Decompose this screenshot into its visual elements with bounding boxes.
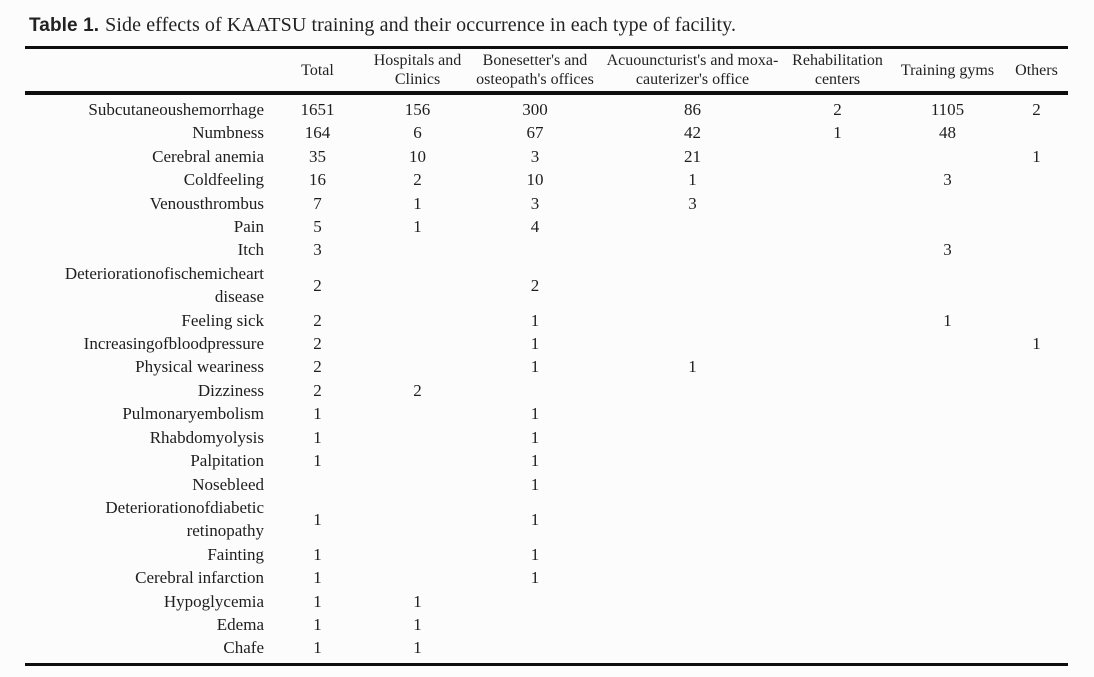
cell bbox=[890, 402, 1005, 425]
cell: 1 bbox=[413, 614, 422, 634]
table-row bbox=[25, 121, 1068, 144]
cell: 2 bbox=[313, 334, 322, 354]
cell: 2 bbox=[313, 380, 322, 400]
cell bbox=[785, 426, 890, 449]
cell bbox=[600, 473, 785, 496]
cell: 1 bbox=[313, 614, 322, 634]
cell bbox=[470, 590, 600, 613]
table-row bbox=[25, 192, 1068, 215]
cell bbox=[890, 636, 1005, 664]
row-label: Itch bbox=[237, 240, 264, 260]
cell bbox=[890, 496, 1005, 543]
cell bbox=[890, 566, 1005, 589]
cell: 1 bbox=[530, 451, 540, 471]
row-label: Deteriorationofdiabetic retinopathy bbox=[105, 497, 264, 541]
cell: 10 bbox=[409, 146, 426, 166]
table-caption-text: Side effects of KAATSU training and their occurrence in each type of facility. bbox=[105, 14, 737, 36]
column-header: Acuouncturist's and moxa-cauterizer's office bbox=[600, 48, 785, 94]
cell: 1 bbox=[530, 474, 540, 494]
cell bbox=[890, 215, 1005, 238]
cell bbox=[785, 636, 890, 664]
cell: 2 bbox=[413, 170, 422, 190]
cell: 2 bbox=[833, 100, 842, 119]
cell bbox=[890, 426, 1005, 449]
cell bbox=[600, 379, 785, 402]
cell bbox=[785, 379, 890, 402]
cell: 6 bbox=[413, 123, 422, 143]
cell bbox=[1005, 590, 1068, 613]
cell: 300 bbox=[522, 100, 548, 119]
cell bbox=[600, 496, 785, 543]
cell: 3 bbox=[943, 170, 952, 190]
cell bbox=[785, 613, 890, 636]
cell: 21 bbox=[684, 146, 701, 166]
column-header-side-effect bbox=[25, 48, 270, 94]
table-row bbox=[25, 402, 1068, 425]
cell bbox=[785, 145, 890, 168]
cell: 42 bbox=[684, 123, 701, 143]
cell: 1 bbox=[530, 334, 540, 354]
cell bbox=[890, 262, 1005, 309]
table-row bbox=[25, 262, 1068, 309]
cell: 1 bbox=[313, 591, 322, 611]
side-effects-table bbox=[25, 46, 1068, 666]
cell: 48 bbox=[939, 123, 956, 143]
cell bbox=[365, 355, 470, 378]
table-row bbox=[25, 473, 1068, 496]
cell bbox=[365, 543, 470, 566]
table-caption-label: Table 1. bbox=[29, 15, 100, 36]
cell bbox=[1005, 449, 1068, 472]
table-row bbox=[25, 449, 1068, 472]
cell: 1 bbox=[530, 357, 540, 377]
cell bbox=[890, 543, 1005, 566]
row-label: Chafe bbox=[223, 638, 264, 658]
cell: 1 bbox=[313, 544, 322, 564]
cell bbox=[600, 566, 785, 589]
cell: 1 bbox=[530, 568, 540, 588]
cell: 1 bbox=[530, 404, 540, 424]
cell: 1 bbox=[313, 404, 322, 424]
row-label: Hypoglycemia bbox=[163, 591, 264, 611]
cell: 4 bbox=[530, 217, 540, 237]
cell: 2 bbox=[313, 357, 322, 377]
cell: 1 bbox=[313, 638, 322, 658]
cell bbox=[890, 332, 1005, 355]
cell: 1 bbox=[313, 427, 322, 447]
column-header: Training gyms bbox=[890, 48, 1005, 94]
cell bbox=[365, 238, 470, 261]
cell: 3 bbox=[530, 193, 540, 213]
cell bbox=[365, 426, 470, 449]
cell bbox=[600, 636, 785, 664]
row-label: Subcutaneoushemorrhage bbox=[88, 100, 264, 119]
cell bbox=[600, 309, 785, 332]
cell: 16 bbox=[309, 170, 326, 190]
cell bbox=[890, 145, 1005, 168]
cell bbox=[1005, 309, 1068, 332]
cell bbox=[785, 402, 890, 425]
cell bbox=[785, 355, 890, 378]
cell bbox=[1005, 566, 1068, 589]
cell: 1 bbox=[313, 509, 322, 529]
row-label: Venousthrombus bbox=[149, 193, 264, 213]
row-label: Increasingofbloodpressure bbox=[83, 334, 264, 354]
table-row bbox=[25, 496, 1068, 543]
cell: 3 bbox=[313, 240, 322, 260]
cell bbox=[365, 332, 470, 355]
table-row bbox=[25, 355, 1068, 378]
table-row bbox=[25, 590, 1068, 613]
cell: 164 bbox=[304, 123, 331, 143]
cell bbox=[890, 379, 1005, 402]
cell: 1651 bbox=[300, 100, 335, 119]
row-label: Pain bbox=[233, 217, 264, 237]
cell bbox=[600, 543, 785, 566]
row-label: Pulmonaryembolism bbox=[122, 404, 264, 424]
cell: 67 bbox=[526, 123, 544, 143]
column-header: Total bbox=[270, 48, 365, 94]
table-row bbox=[25, 168, 1068, 191]
row-label: Physical weariness bbox=[135, 357, 264, 377]
cell: 2 bbox=[413, 380, 422, 400]
cell: 3 bbox=[943, 240, 952, 260]
cell bbox=[270, 473, 365, 496]
row-label: Cerebral infarction bbox=[135, 568, 264, 588]
cell: 3 bbox=[688, 193, 697, 213]
cell bbox=[785, 332, 890, 355]
cell bbox=[1005, 262, 1068, 309]
cell bbox=[890, 192, 1005, 215]
cell bbox=[470, 613, 600, 636]
cell: 86 bbox=[684, 100, 701, 119]
cell bbox=[1005, 379, 1068, 402]
cell bbox=[470, 379, 600, 402]
cell: 1 bbox=[943, 310, 952, 330]
cell: 1 bbox=[530, 509, 540, 529]
header-row bbox=[25, 48, 1068, 94]
cell bbox=[890, 473, 1005, 496]
table-row bbox=[25, 309, 1068, 332]
cell bbox=[785, 309, 890, 332]
cell bbox=[365, 566, 470, 589]
cell bbox=[470, 636, 600, 664]
row-label: Nosebleed bbox=[192, 474, 264, 494]
cell bbox=[365, 402, 470, 425]
row-label: Fainting bbox=[207, 544, 264, 564]
cell bbox=[785, 215, 890, 238]
table-row bbox=[25, 145, 1068, 168]
cell: 1 bbox=[688, 170, 697, 190]
cell bbox=[1005, 121, 1068, 144]
cell: 2 bbox=[1032, 100, 1041, 119]
row-label: Dizziness bbox=[197, 380, 264, 400]
cell: 7 bbox=[313, 193, 322, 213]
table-caption bbox=[29, 12, 1068, 39]
cell bbox=[1005, 192, 1068, 215]
cell bbox=[600, 449, 785, 472]
table-row bbox=[25, 93, 1068, 121]
cell: 1 bbox=[413, 193, 422, 213]
cell bbox=[1005, 613, 1068, 636]
cell: 156 bbox=[404, 100, 431, 119]
cell bbox=[1005, 473, 1068, 496]
cell: 1 bbox=[530, 427, 540, 447]
cell bbox=[785, 449, 890, 472]
table-row bbox=[25, 426, 1068, 449]
cell: 1 bbox=[313, 568, 322, 588]
cell bbox=[785, 168, 890, 191]
cell bbox=[365, 309, 470, 332]
row-label: Edema bbox=[216, 614, 264, 634]
cell bbox=[365, 449, 470, 472]
table-body bbox=[25, 93, 1068, 664]
cell bbox=[470, 238, 600, 261]
cell bbox=[785, 496, 890, 543]
cell: 3 bbox=[530, 146, 540, 166]
cell bbox=[1005, 355, 1068, 378]
cell: 2 bbox=[313, 275, 322, 295]
cell bbox=[1005, 168, 1068, 191]
cell bbox=[890, 590, 1005, 613]
cell bbox=[600, 402, 785, 425]
column-header: Hospitals and Clinics bbox=[365, 48, 470, 94]
cell bbox=[890, 613, 1005, 636]
cell: 10 bbox=[526, 170, 544, 190]
cell bbox=[785, 238, 890, 261]
table-row bbox=[25, 613, 1068, 636]
cell: 2 bbox=[530, 275, 540, 295]
table-row bbox=[25, 215, 1068, 238]
table-row bbox=[25, 543, 1068, 566]
cell bbox=[1005, 215, 1068, 238]
cell: 35 bbox=[309, 146, 326, 166]
cell: 1 bbox=[833, 123, 842, 143]
row-label: Feeling sick bbox=[181, 310, 264, 330]
cell bbox=[1005, 636, 1068, 664]
cell bbox=[365, 496, 470, 543]
column-header: Others bbox=[1005, 48, 1068, 94]
cell bbox=[785, 543, 890, 566]
cell bbox=[1005, 402, 1068, 425]
cell: 1105 bbox=[930, 100, 965, 119]
cell bbox=[785, 566, 890, 589]
cell: 1 bbox=[1032, 334, 1041, 354]
row-label: Numbness bbox=[192, 123, 264, 143]
column-header: Bonesetter's and osteopath's offices bbox=[470, 48, 600, 94]
cell bbox=[600, 215, 785, 238]
cell bbox=[600, 332, 785, 355]
table-row bbox=[25, 238, 1068, 261]
table-header bbox=[25, 48, 1068, 94]
row-label: Coldfeeling bbox=[183, 170, 264, 190]
table-row bbox=[25, 379, 1068, 402]
cell bbox=[1005, 496, 1068, 543]
cell bbox=[600, 238, 785, 261]
table-row bbox=[25, 566, 1068, 589]
row-label: Deteriorationofischemicheart disease bbox=[64, 263, 264, 307]
cell bbox=[785, 192, 890, 215]
table-row bbox=[25, 332, 1068, 355]
cell: 1 bbox=[688, 357, 697, 377]
cell bbox=[600, 590, 785, 613]
row-label: Rhabdomyolysis bbox=[149, 427, 264, 447]
cell: 1 bbox=[313, 451, 322, 471]
cell: 1 bbox=[1032, 146, 1041, 166]
cell: 1 bbox=[413, 591, 422, 611]
cell bbox=[785, 590, 890, 613]
cell bbox=[600, 426, 785, 449]
cell: 1 bbox=[530, 310, 540, 330]
cell bbox=[890, 449, 1005, 472]
cell: 1 bbox=[530, 544, 540, 564]
cell bbox=[785, 473, 890, 496]
column-header: Rehabilitation centers bbox=[785, 48, 890, 94]
table-row bbox=[25, 636, 1068, 664]
row-label: Palpitation bbox=[190, 451, 264, 471]
cell bbox=[890, 355, 1005, 378]
row-label: Cerebral anemia bbox=[152, 146, 264, 166]
cell bbox=[600, 613, 785, 636]
cell: 1 bbox=[413, 217, 422, 237]
cell: 2 bbox=[313, 310, 322, 330]
cell bbox=[785, 262, 890, 309]
cell bbox=[1005, 238, 1068, 261]
cell bbox=[600, 262, 785, 309]
cell bbox=[365, 473, 470, 496]
cell: 1 bbox=[413, 638, 422, 658]
cell: 5 bbox=[313, 217, 322, 237]
cell bbox=[1005, 543, 1068, 566]
cell bbox=[1005, 426, 1068, 449]
cell bbox=[365, 262, 470, 309]
